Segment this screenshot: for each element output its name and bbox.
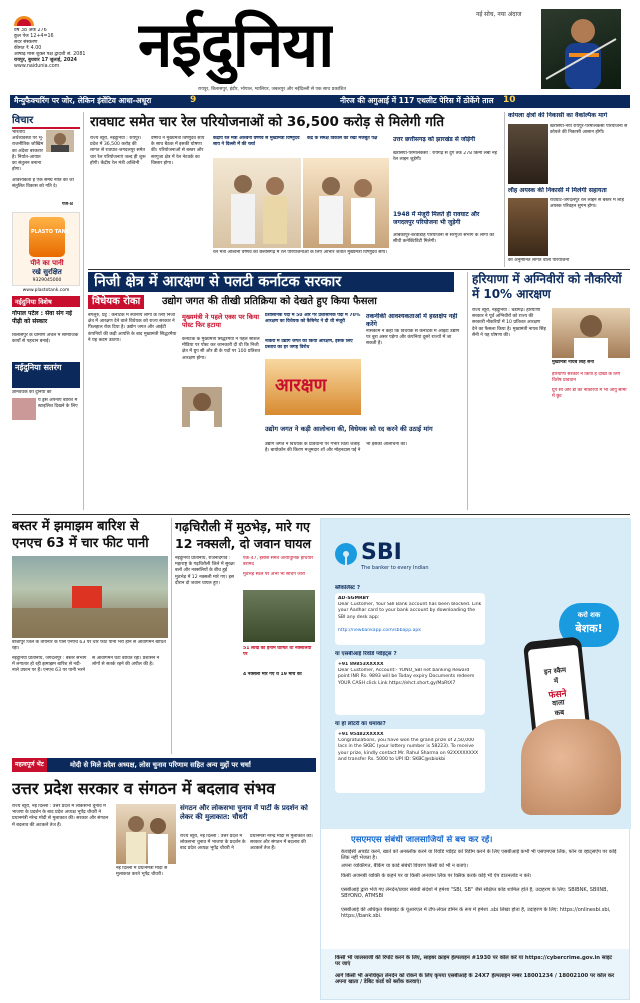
up-subhead: संगठन और लोकसभा चुनाव में पार्टी के प्रदर्शन को लेकर की मुलाकात: चौधरी	[180, 804, 308, 821]
lead-box1-title: उत्तर छत्तीसगढ़ को झारखंड से जोड़ेगी	[393, 136, 476, 143]
phone-screen-2: में	[553, 676, 559, 686]
up-right	[116, 804, 316, 1000]
karnataka-right-text: नासकॉम ने कहा कि विधेयक से कर्नाटक में आईटी उद्योग पर बुरा असर पड़ेगा और कंपनियां दूसरे राज्यों में जा सकती हैं।	[366, 329, 460, 347]
naidunia-vishesh-label: नईदुनिया विशेष	[12, 296, 80, 307]
masthead-cities: रायपुर, बिलासपुर, इंदौर, भोपाल, ग्वालियर, जबलपुर और नईदिल्ली से एक साथ प्रकाशित	[198, 87, 346, 92]
phone-screen-5: कब	[554, 708, 565, 718]
nayab-saini-photo	[552, 308, 630, 358]
sbi-footer	[321, 949, 629, 999]
lead-bullet-2: केंद्र के समक्ष विकास को रखा मजबूत पक्ष	[307, 136, 378, 141]
sbi-tagline: The banker to every Indian	[361, 565, 429, 571]
edition-date: रायपुर, बुधवार 17 जुलाई, 2024	[14, 58, 77, 63]
haryana-bullet-1: हरियाणा सरकार ने किया है दाखा के लिए विशेष प्रावधान	[552, 372, 621, 384]
lead-photo-left	[213, 158, 301, 248]
sbi-footer-1: किसी भी जालसाजी की रिपोर्ट करने के लिए, साइबर क्राइम हेल्पलाइन #1930 पर कॉल करें या https://cybercrime.gov.in साइट पर जाएं	[335, 955, 613, 968]
sms2-text: Dear Customer, Account:- YONO_SBI net banking Reward point INR Rs. 9893 will be Today expiry Documents redeem YOUR CASH click Link https://ehct.short.gy/MaRtX7	[338, 668, 475, 686]
karnataka-subhead: उद्योग जगत की तीखी प्रतिक्रिया को देखते हुए किया फैसला	[162, 296, 377, 307]
bastar-headline[interactable]: बस्तर में झमाझम बारिश से एनएच 63 में चार फीट पानी	[12, 519, 149, 551]
satrang-photo	[12, 398, 36, 420]
coal-headline[interactable]: कोयला क्षेत्रों की निकासी का वैकल्पिक मार्ग	[508, 112, 608, 119]
sms2-from: +91 89853XXXXX	[338, 662, 384, 667]
karnataka-headline[interactable]: निजी क्षेत्र में आरक्षण से पलटी कर्नाटक सरकार	[94, 274, 342, 290]
sbi-points-list	[335, 849, 619, 949]
gadchiroli-bullet-2: मुठभेड़ स्थल पर अभी भी सर्चिंग जारी	[243, 572, 305, 577]
reservation-graphic	[265, 359, 361, 415]
lead-box1-text: खरसिया-परमालकसा : रायगढ़ से दुर्ग तक 278 किमी लंबी नई रेल लाइन जुड़ेगी।	[393, 151, 497, 163]
bubble-badge-line2: बेशक!	[575, 622, 603, 635]
flood-caption: बीजापुर जिले के तोयनार के पास एनएच 63 पर चार फीट पानी भरा होने से आवागमन बाधित रहा।	[12, 640, 166, 652]
gadchiroli-box-2: 4 नक्सली मारे गए थे 19 मार्च को	[243, 672, 302, 677]
karnataka-mid-2: नौकरी में उद्योग जगत को किया आरक्षण, इसके लिए प्रस्ताव का हर जगह विरोध	[265, 339, 353, 351]
sms1-link[interactable]: http://newbankapp.com/sbbapp.apk	[338, 628, 421, 634]
phone-screen-1: इन स्कैम	[543, 666, 567, 677]
sbi-ad[interactable]	[320, 518, 630, 1000]
teaser-right-page: 10	[503, 95, 516, 105]
vishesh-item-text: बिलासपुर के ग्रामीण अंचल में सामाजिक कार्यों से पहचान बनाई।	[12, 333, 79, 345]
tank-brand: PLASTO TANK	[31, 229, 70, 235]
bastar-body: नईदुनिया प्रतिनिधि, जगदलपुर : बस्तर संभाग में लगातार हो रही झमाझम बारिश से नदी-नाले उफान पर हैं। एनएच 63 पर पानी भरने से आवागमन घंटों बाधित रहा। प्रशासन ने लोगों से सतर्क रहने की अपील की है।	[12, 656, 160, 674]
satrang-sub: ज्ञानवर्धक की दुनिया का	[12, 390, 52, 395]
iron-photo	[508, 198, 548, 256]
up-body-2: राज्य ब्यूरो, नई दिल्ली : उत्तर प्रदेश में लोकसभा चुनाव में भाजपा के प्रदर्शन के बाद प्रदेश अध्यक्ष भूपेंद्र चौधरी ने प्रधानमंत्री नरेन्द्र मोदी से मुलाकात की। सरकार और संगठन में बदलाव की अटकलें तेज हैं।	[180, 834, 313, 852]
gadchiroli-bullet-1: एके-47, इंसास समेत अत्याधुनिक हथियार बरामद	[243, 556, 314, 568]
edition-panchang: आषाढ़ मास शुक्ल पक्ष द्वादशी सं. 2081	[14, 52, 86, 57]
naxal-photo	[243, 590, 315, 642]
modi-label: महत्वपूर्ण भेंट	[12, 758, 47, 772]
karnataka-headline-bar	[88, 272, 454, 292]
lead-photo-block	[213, 136, 389, 266]
vichar-page[interactable]: पेज-8	[62, 202, 74, 207]
teaser-right[interactable]: नीरज की अगुआई में 117 एथलीट पेरिस में ठोकेंगे ताल	[340, 96, 494, 105]
sms1-text: Dear Customer, Your SBI Bank account has been blocked. Link your Aadhar card to your bank account by downloading the SBI any desk app:	[338, 602, 482, 620]
haryana-caption: मुख्यमंत्री नायब सिंह सैनी	[552, 360, 594, 365]
coal-photo	[508, 124, 548, 184]
edition-price: कीमत ₹ 4.00	[14, 46, 42, 51]
naidunia-sun-logo-icon	[14, 11, 34, 23]
lead-photo-right	[303, 158, 389, 248]
vichar-text-1: भारतीय अर्थव्यवस्था पर भू-राजनीतिक जोखिम का अंदेशा बरकरार है। निर्यात-आयात का संतुलन बनाना होगा।	[12, 130, 44, 173]
vichar-text-2: आवश्यकता है एक समग्र नीति की जो संतुलित विकास को गति दे।	[12, 178, 74, 190]
sbi-warning-title: एसएमएस संबंधी जालसाजियों से बच कर रहें।	[351, 835, 493, 845]
lead-box2-title: 1948 में मंजूरी मिलते ही रावघाट और जगदलपुर परियोजना भी जुड़ेगी	[393, 211, 480, 226]
lead-photo-caption: रेल मंत्री अश्विनी वैष्णव को छत्तीसगढ़ में रेल परियोजनाओं के लिए आभार जताते मुख्यमंत्री विष्णुदेव साय।	[213, 250, 387, 255]
phone-screen-4: वाला	[551, 698, 565, 708]
tank-phone: 9329045000	[32, 278, 62, 283]
gadchiroli-headline[interactable]: गढ़चिरौली में मुठभेड़, मारे गए 12 नक्सली, दो जवान घायल	[175, 519, 312, 551]
karnataka-kicker: विधेयक रोका	[88, 295, 144, 309]
sbi-logo-icon	[335, 543, 357, 565]
lead-headline[interactable]: रावघाट समेत चार रेल परियोजनाओं को 36,500 करोड़ से मिलेगी गति	[90, 114, 445, 130]
tagline: नई सोच, नया अंदाज	[476, 11, 522, 18]
karnataka-right	[366, 313, 462, 423]
sms1-bubble	[335, 593, 485, 645]
hand-graphic	[521, 719, 621, 815]
karnataka-body: बेंगलुरु, प्रेट्र : कर्नाटक में स्थानीय लोगों के लिए निजी क्षेत्र में आरक्षण देने वाले विधेयक को राज्य सरकार ने फिलहाल रोक दिया है। उद्योग जगत और आईटी कंपनियों की कड़ी आपत्ति के बाद मुख्यमंत्री सिद्धरमैया ने यह कदम उठाया।	[88, 313, 177, 343]
satrang-box[interactable]	[12, 362, 80, 388]
vishesh-item-title[interactable]: गोपाल पटेल : सेवा संग नई पीढ़ी को संस्कार	[12, 310, 72, 325]
iron-headline[interactable]: लौह अयस्क की निकासी में मिलेगी सहायता	[508, 187, 607, 194]
plasto-tank-ad[interactable]	[12, 212, 80, 286]
top-teaser-strip	[10, 95, 630, 108]
edition-website[interactable]: www.naidunia.com	[14, 64, 60, 69]
sms3-text: Congratulations, you have won the grand prize of 2,50,000 lacs in the SKBC (your lottery number is 58223). To receive your prize, kindly contact Mr. Rahul Sharma on 92XXXXXXXX and transfer Rs. 5000 to UPI ID: SKBC@sbiokbi	[338, 738, 479, 762]
reservation-graphic-text: आरक्षण	[275, 375, 327, 396]
sbi-point-2: अपना व्यक्तिगत, बैंकिंग या कार्ड संबंधी विवरण किसी को भी न बताएं।	[341, 863, 469, 869]
lead-side-boxes	[393, 136, 500, 266]
haryana-story	[472, 272, 630, 510]
karnataka-right-title: तकनीकी आवश्यकताओं में हस्तक्षेप नहीं करेंगे	[366, 313, 458, 328]
teaser-left-page: 9	[190, 95, 197, 105]
tank-web[interactable]: www.plastotank.com	[22, 288, 70, 293]
satrang-title: नईदुनिया सतरंग	[15, 363, 62, 372]
edition-city: सदर संस्करण	[14, 40, 38, 45]
phone-screen-3: फंसने	[548, 689, 568, 701]
sbi-footer-2: आगे किसी भी अनधिकृत लेनदेन को रोकने के लिए कृपया एसबीआई के 24X7 हेल्पलाइन नम्बर 18001234 / 18002100 पर कॉल कर अपना खाता / डेबिट कार्ड को ब्लॉक करवाएं।	[335, 973, 615, 986]
newspaper-logo: नईदुनिया	[138, 8, 334, 81]
sms2-bubble	[335, 659, 485, 715]
gadchiroli-story	[175, 518, 315, 754]
iron-text: रावघाट-जगदलपुर रेल लाइन से बस्तर में लौह अयस्क परिवहन सुगम होगा।	[550, 198, 624, 210]
haryana-body: राज्य ब्यूरो, नईदुनिया : चंडीगढ़। हरियाणा सरकार ने पूर्व अग्निवीरों को राज्य की सरकारी नौकरियों में 10 प्रतिशत आरक्षण देने का फैसला किया है। मुख्यमंत्री नायब सिंह सैनी ने यह घोषणा की।	[472, 308, 546, 338]
columnist-photo	[46, 130, 74, 152]
sms1-label: ब्लैकलिस्ट ?	[335, 585, 361, 591]
cm-box-text: कर्नाटक के मुख्यमंत्री सिद्धरमैया ने पहले सोशल मीडिया पर पोस्ट कर जानकारी दी थी कि निजी क्षेत्र में ग्रुप सी और डी के पदों पर 100 प्रतिशत आरक्षण होगा।	[182, 337, 261, 361]
siddaramaiah-photo	[182, 387, 222, 427]
gadchiroli-body: नईदुनिया प्रतिनिधि, राजनांदगांव : महाराष्ट्र के गढ़चिरौली जिले में सुरक्षा बलों और नक्सलियों के बीच हुई मुठभेड़ में 12 नक्सली मारे गए। इस दौरान दो जवान घायल हुए।	[175, 556, 235, 586]
modi-chaudhary-photo	[116, 804, 176, 864]
project-cost-caption: की अनुमानित लागत वाली परियोजना	[508, 258, 570, 263]
satrang-text: ये ड्रेस अपनाएं बारिश में स्टाइलिश दिखने के लिए	[38, 398, 78, 410]
up-body: राज्य ब्यूरो, नई दिल्ली : उत्तर प्रदेश में लोकसभा चुनाव में भाजपा के प्रदर्शन के बाद प्रदेश अध्यक्ष भूपेंद्र चौधरी ने प्रधानमंत्री नरेन्द्र मोदी से मुलाकात की। सरकार और संगठन में बदलाव की अटकलें तेज हैं।	[12, 804, 109, 828]
sbi-point-1: केवाईसी अपडेट करने, खाते को अनब्लॉक करने या रिवॉर्ड प्वॉइंट को रिडीम करने के लिए एसबीआई कभी भी एसएमएस लिंक, फोन या व्हाट्सऐप पर कोई लिंक नहीं भेजता है।	[341, 849, 617, 862]
sbi-point-3: किसी अजनबी व्यक्ति के कहने पर या किसी अनजान लिंक पर क्लिक करके कोई भी ऐप डाउनलोड न करें।	[341, 873, 532, 879]
right-top-column	[508, 112, 630, 267]
tank-line1: पीने का पानी	[30, 259, 64, 267]
karnataka-bottom-title: उद्योग जगत ने कड़ी आलोचना की, विधेयक को रद करने की उठाई मांग	[265, 425, 433, 433]
sbi-point-4: एसबीआई द्वारा भेजे गए लेनदेन/प्रचार संबंधी संदेशों में हमेशा "SBI, SB" जैसे संक्षिप्त कोड शामिल होते हैं, उदाहरण के लिए: SBIBNK, SBIINB, SBYONO, ATMSBI	[341, 887, 609, 900]
vichar-label: विचार	[12, 112, 80, 129]
sms3-from: +91 95482XXXXX	[338, 732, 384, 737]
left-rail	[12, 112, 80, 514]
edition-pages: कुल पेज 12+4=16	[14, 34, 54, 39]
sbi-brand: SBI	[361, 541, 402, 565]
karnataka-middle	[265, 313, 361, 423]
sms3-bubble	[335, 729, 485, 793]
haryana-bullet-2: ग्रुप सी और डी की नौकरियों में भी आयु सीमा में छूट	[552, 388, 627, 400]
lead-body: राज्य ब्यूरो, नईदुनिया : रायपुर। प्रदेश में 36,500 करोड़ की लागत से रावघाट-जगदलपुर समेत चार रेल परियोजनाएं जल्द ही शुरू होंगी। केंद्रीय रेल मंत्री अश्विनी वैष्णव ने मुख्यमंत्री विष्णुदेव साय के साथ बैठक में इसकी घोषणा की। परियोजनाओं से बस्तर और सरगुजा क्षेत्र में रेल नेटवर्क का विस्तार होगा।	[90, 136, 205, 166]
flood-photo	[12, 556, 168, 638]
edition-year: वर्ष 38 अंक 276	[14, 28, 47, 33]
neeraj-chopra-photo	[541, 9, 621, 89]
karnataka-mid-1: प्रशासनिक पदों में 50 और गैर प्रशासनिक पदों में 70% आरक्षण का विधेयक को कैबिनेट ने दी थी मंजूरी	[265, 313, 361, 325]
gadchiroli-box-1: 51 लाख का इनाम घोषित था नक्सलियों पर	[243, 646, 312, 658]
sbi-point-5: एसबीआई की अधिकृत वेबसाइट के यूआरएल में टॉप-लेवल डोमेन के रूप में हमेशा .sbi लिखा होता है, उदाहरण के लिए: https://onlinesbi.sbi, https://bank.sbi.	[341, 907, 611, 920]
coal-text: खरसिया-नया रायपुर-परमालकसा परियोजना से कोयले की निकासी आसान होगी।	[550, 124, 628, 136]
karnataka-cm-box	[182, 313, 262, 510]
haryana-headline[interactable]: हरियाणा में अग्निवीरों को नौकरियों में 10% आरक्षण	[472, 272, 622, 301]
bastar-story	[12, 518, 168, 754]
tank-icon	[29, 217, 65, 257]
lead-box2-text: अंबिकापुर-बरवाडीह परियोजना से सरगुजा संभाग के लोगों को सीधी कनेक्टिविटी मिलेगी।	[393, 233, 495, 245]
cm-box-title: मुख्यमंत्री ने पहले एक्स पर किया पोस्ट फिर हटाया	[182, 313, 260, 329]
karnataka-bottom-text: उद्योग जगत ने विधेयक के प्रावधानों पर गंभीर चिंता जताई है। बायोकॉन की किरण मजूमदार शॉ और मोहनदास पई ने भी इसकी आलोचना की।	[265, 442, 407, 454]
teaser-left[interactable]: मैन्युफैक्चरिंग पर जोर, लेकिन इंसेंटिव आधा-अधूरा	[14, 96, 152, 105]
up-caption: नई दिल्ली में प्रधानमंत्री मोदी से मुलाकात करते भूपेंद्र चौधरी।	[116, 866, 168, 878]
sms3-label: या हो लॉटरी का धमाका?	[335, 721, 386, 727]
modi-strip	[12, 758, 316, 772]
tank-line2: रखे सुरक्षित	[32, 268, 62, 276]
bubble-badge-line1: करो शक	[577, 611, 601, 619]
up-headline[interactable]: उत्तर प्रदेश सरकार व संगठन में बदलाव संभव	[12, 779, 276, 798]
lead-bullet-1: केंद्रीय रेल मंत्री अश्विनी वैष्णव से मुख्यमंत्री विष्णुदेव साय ने दिल्ली में की चर्चा	[213, 136, 300, 148]
modi-headline[interactable]: मोदी से मिले प्रदेश अध्यक्ष, लोस चुनाव परिणाम सहित अन्य मुद्दों पर चर्चा	[70, 761, 251, 769]
sms2-label: या एसबीआई रिवॉर्ड प्वॉइंट्स ?	[335, 651, 397, 657]
sms1-from: AD-SGMRBY	[338, 596, 370, 601]
